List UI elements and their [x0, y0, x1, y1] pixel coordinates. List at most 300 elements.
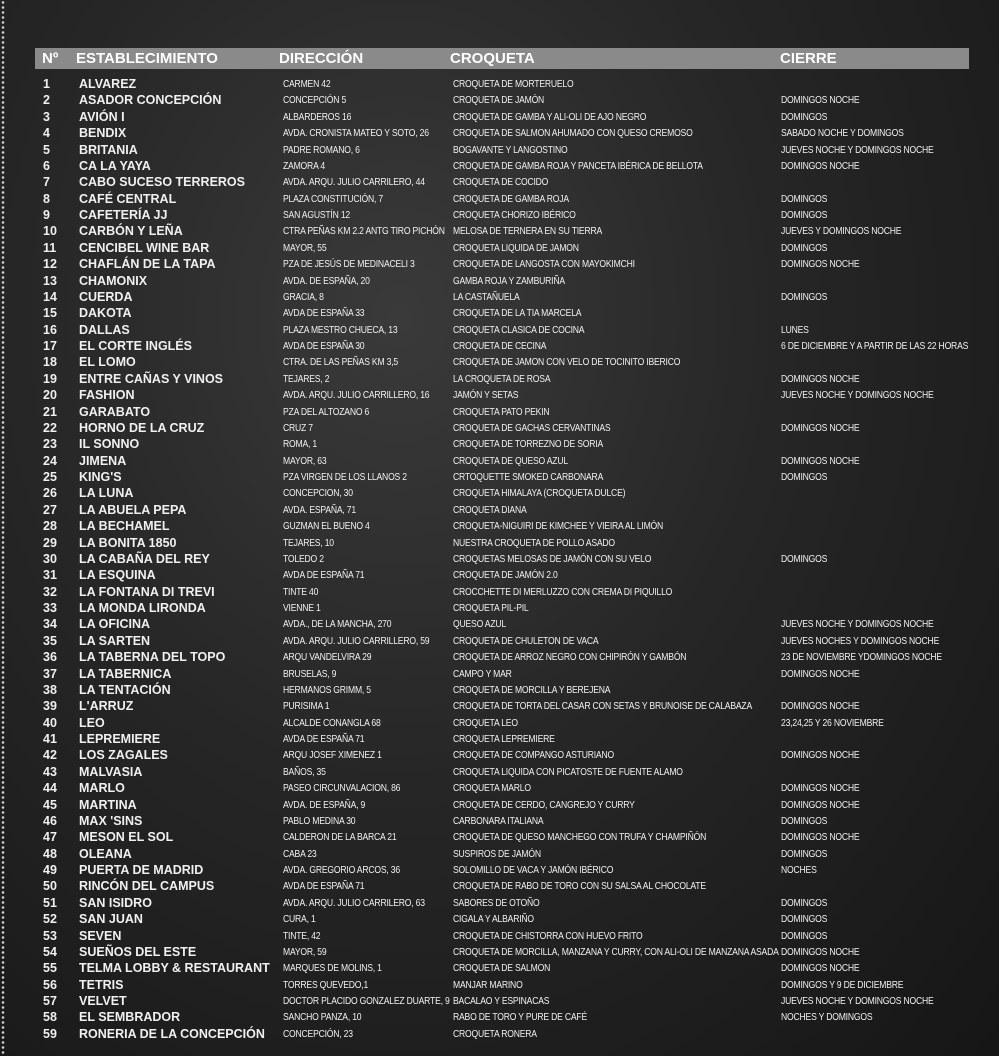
row-address: PASEO CIRCUNVALACION, 86 — [283, 782, 401, 795]
row-number: 36 — [43, 650, 57, 665]
row-establishment: LA MONDA LIRONDA — [79, 601, 206, 615]
row-number: 27 — [43, 502, 57, 517]
row-closing: DOMINGOS NOCHE — [781, 945, 860, 958]
row-croquette: CROQUETA DE SALMON — [453, 962, 551, 975]
row-establishment: TELMA LOBBY & RESTAURANT — [79, 961, 270, 976]
row-number: 42 — [43, 748, 57, 763]
row-address: PURISIMA 1 — [283, 700, 330, 713]
row-number: 26 — [43, 486, 57, 501]
table-row — [0, 436, 999, 452]
table-body — [0, 76, 999, 1042]
row-closing: DOMINGOS — [781, 192, 828, 205]
table-row — [0, 895, 999, 911]
row-establishment: ENTRE CAÑAS Y VINOS — [79, 371, 224, 386]
row-number: 59 — [43, 1026, 57, 1041]
row-establishment: EL CORTE INGLÉS — [79, 339, 192, 353]
row-closing: LUNES — [781, 323, 809, 336]
row-number: 41 — [43, 732, 57, 746]
row-croquette: CROQUETA DE JAMÓN 2.0 — [453, 569, 558, 582]
row-address: CURA, 1 — [283, 913, 316, 926]
table-row — [0, 109, 999, 125]
row-croquette: CROQUETAS MELOSAS DE JAMÓN CON SU VELO — [453, 552, 652, 565]
row-closing: DOMINGOS — [781, 552, 828, 565]
row-number: 44 — [43, 781, 57, 796]
table-row — [0, 862, 999, 878]
row-number: 11 — [43, 240, 57, 255]
row-closing: SABADO NOCHE Y DOMINGOS — [781, 127, 904, 140]
row-croquette: CROQUETA DE QUESO MANCHEGO CON TRUFA Y CHAMPIÑÓN — [453, 831, 707, 844]
table-row — [0, 993, 999, 1009]
row-croquette: CROQUETA DE LA TIA MARCELA — [453, 307, 582, 320]
row-croquette: MELOSA DE TERNERA EN SU TIERRA — [453, 225, 603, 238]
row-number: 12 — [43, 257, 57, 272]
row-closing: DOMINGOS — [781, 929, 828, 942]
row-establishment: CARBÓN Y LEÑA — [79, 224, 183, 239]
row-croquette: CROQUETA DE MORCILLA Y BEREJENA — [453, 683, 611, 696]
row-closing: JUEVES Y DOMINGOS NOCHE — [781, 225, 902, 238]
table-row — [0, 387, 999, 403]
row-croquette: CROQUETA LEO — [453, 716, 518, 729]
row-number: 1 — [43, 77, 50, 91]
row-establishment: LEO — [79, 715, 105, 730]
row-closing: DOMINGOS — [781, 896, 828, 909]
row-closing: JUEVES NOCHE Y DOMINGOS NOCHE — [781, 995, 934, 1007]
row-address: CABA 23 — [283, 847, 317, 860]
row-establishment: IL SONNO — [79, 437, 140, 452]
row-establishment: FASHION — [79, 388, 135, 403]
row-address: PZA VIRGEN DE LOS LLANOS 2 — [283, 471, 407, 483]
row-croquette: RABO DE TORO Y PURE DE CAFÉ — [453, 1011, 588, 1024]
row-number: 52 — [43, 912, 57, 927]
row-address: AVDA. DE ESPAÑA, 9 — [283, 798, 366, 811]
table-row — [0, 142, 999, 158]
row-number: 57 — [43, 994, 57, 1008]
row-address: TINTE, 42 — [283, 929, 321, 942]
row-address: CARMEN 42 — [283, 78, 331, 90]
row-croquette: CROQUETA CLASICA DE COCINA — [453, 323, 585, 336]
row-address: ZAMORA 4 — [283, 159, 325, 172]
row-address: TORRES QUEVEDO,1 — [283, 978, 369, 991]
row-closing: DOMINGOS NOCHE — [781, 454, 860, 467]
row-address: TEJARES, 2 — [283, 372, 330, 385]
row-address: BRUSELAS, 9 — [283, 667, 337, 680]
row-number: 55 — [43, 961, 57, 976]
table-row — [0, 1026, 999, 1042]
table-row — [0, 223, 999, 239]
row-establishment: SAN JUAN — [79, 912, 143, 927]
table-row — [0, 977, 999, 993]
row-closing: DOMINGOS — [781, 209, 828, 221]
row-croquette: CROQUETA DE SALMON AHUMADO CON QUESO CREMOSO — [453, 127, 693, 140]
row-number: 10 — [43, 224, 57, 239]
row-address: PZA DE JESÚS DE MEDINACELI 3 — [283, 258, 415, 271]
table-row — [0, 551, 999, 567]
row-number: 7 — [43, 175, 50, 190]
row-croquette: CROQUETA DE GAMBA ROJA Y PANCETA IBÉRICA DE BELLOTA — [453, 159, 703, 172]
row-establishment: AVIÓN I — [79, 109, 125, 124]
row-number: 51 — [43, 895, 57, 910]
row-closing: DOMINGOS NOCHE — [781, 700, 860, 713]
row-closing: DOMINGOS NOCHE — [781, 159, 860, 172]
row-croquette: CROQUETA DE CECINA — [453, 340, 547, 352]
row-address: TOLEDO 2 — [283, 552, 324, 565]
row-address: MAYOR, 59 — [283, 945, 327, 958]
row-address: DOCTOR PLACIDO GONZALEZ DUARTE, 9 — [283, 995, 450, 1007]
row-address: AVDA. ESPAÑA, 71 — [283, 503, 356, 516]
row-address: TEJARES, 10 — [283, 536, 334, 549]
row-closing: DOMINGOS NOCHE — [781, 749, 860, 762]
row-address: PZA DEL ALTOZANO 6 — [283, 405, 370, 418]
row-number: 5 — [43, 142, 50, 157]
row-address: CRUZ 7 — [283, 421, 313, 434]
row-croquette: CROQUETA DIANA — [453, 503, 527, 516]
table-row — [0, 76, 999, 92]
table-row — [0, 273, 999, 289]
table-row — [0, 666, 999, 682]
table-row — [0, 338, 999, 354]
row-number: 15 — [43, 306, 57, 321]
row-number: 22 — [43, 420, 57, 435]
row-number: 9 — [43, 208, 50, 222]
row-establishment: LA TABERNA DEL TOPO — [79, 650, 226, 665]
table-row — [0, 502, 999, 518]
row-number: 3 — [43, 109, 50, 124]
row-closing: DOMINGOS NOCHE — [781, 798, 860, 811]
row-address: PADRE ROMANO, 6 — [283, 143, 360, 156]
row-establishment: MARLO — [79, 781, 125, 796]
row-address: AVDA., DE LA MANCHA, 270 — [283, 618, 392, 631]
row-croquette: CROQUETA DE QUESO AZUL — [453, 454, 568, 467]
row-establishment: PUERTA DE MADRID — [79, 863, 204, 877]
row-address: CONCEPCIÓN, 23 — [283, 1027, 353, 1040]
row-establishment: LA ESQUINA — [79, 568, 156, 583]
row-croquette: CROQUETA DE RABO DE TORO CON SU SALSA AL CHOCOLATE — [453, 880, 706, 893]
row-address: ROMA, 1 — [283, 438, 317, 451]
row-croquette: CROQUETA PATO PEKIN — [453, 405, 550, 418]
row-croquette: CROQUETA DE COCIDO — [453, 176, 549, 189]
row-number: 46 — [43, 813, 57, 828]
row-number: 34 — [43, 617, 57, 632]
row-croquette: LA CASTAÑUELA — [453, 290, 520, 303]
row-establishment: SEVEN — [79, 928, 122, 943]
row-closing: DOMINGOS — [781, 241, 828, 254]
row-number: 39 — [43, 699, 57, 714]
row-address: AVDA DE ESPAÑA 33 — [283, 307, 365, 320]
table-row — [0, 92, 999, 108]
row-address: GRACIA, 8 — [283, 290, 324, 303]
row-address: CTRA PEÑAS KM 2.2 ANTG TIRO PICHÓN — [283, 225, 445, 238]
row-closing: DOMINGOS — [781, 913, 828, 926]
row-number: 23 — [43, 437, 57, 452]
row-number: 49 — [43, 863, 57, 877]
table-row — [0, 600, 999, 616]
row-croquette: CROQUETA DE GAMBA Y ALI-OLI DE AJO NEGRO — [453, 110, 647, 123]
row-number: 2 — [43, 93, 50, 108]
header-address: DIRECCIÓN — [279, 50, 364, 67]
row-closing: NOCHES Y DOMINGOS — [781, 1011, 873, 1024]
row-establishment: CAFÉ CENTRAL — [79, 191, 177, 206]
table-row — [0, 535, 999, 551]
row-establishment: ALVAREZ — [79, 77, 137, 91]
row-croquette: CROQUETA HIMALAYA (CROQUETA DULCE) — [453, 487, 626, 500]
table-row — [0, 371, 999, 387]
table-row — [0, 404, 999, 420]
row-number: 29 — [43, 535, 57, 550]
table-row — [0, 485, 999, 501]
row-number: 35 — [43, 633, 57, 648]
row-number: 58 — [43, 1010, 57, 1025]
row-number: 24 — [43, 453, 57, 468]
row-address: BAÑOS, 35 — [283, 765, 326, 778]
row-closing: DOMINGOS NOCHE — [781, 962, 860, 975]
row-croquette: CROQUETA RONERA — [453, 1027, 537, 1040]
row-croquette: BACALAO Y ESPINACAS — [453, 995, 550, 1007]
row-closing: JUEVES NOCHES Y DOMINGOS NOCHE — [781, 634, 940, 647]
row-establishment: RINCÓN DEL CAMPUS — [79, 879, 215, 894]
row-croquette: SOLOMILLO DE VACA Y JAMÓN IBÉRICO — [453, 864, 614, 876]
table-row — [0, 158, 999, 174]
row-establishment: VELVET — [79, 994, 127, 1008]
row-number: 54 — [43, 944, 57, 959]
table-row — [0, 780, 999, 796]
row-address: PLAZA CONSTITUCIÓN, 7 — [283, 192, 384, 205]
row-establishment: CUERDA — [79, 289, 133, 304]
table-row — [0, 911, 999, 927]
row-closing: DOMINGOS Y 9 DE DICIEMBRE — [781, 978, 904, 991]
row-number: 30 — [43, 551, 57, 566]
row-address: HERMANOS GRIMM, 5 — [283, 683, 371, 696]
row-address: SAN AGUSTÍN 12 — [283, 209, 350, 221]
row-croquette: CROQUETA DE TORTA DEL CASAR CON SETAS Y BRUNOISE DE CALABAZA — [453, 700, 753, 713]
row-address: CONCEPCION, 30 — [283, 487, 353, 500]
table-row — [0, 354, 999, 370]
row-number: 8 — [43, 191, 50, 206]
row-croquette: CROQUETA LIQUIDA CON PICATOSTE DE FUENTE ALAMO — [453, 765, 683, 778]
row-croquette: GAMBA ROJA Y ZAMBURIÑA — [453, 274, 565, 287]
row-address: AVDA. ARQU. JULIO CARRILLERO, 59 — [283, 634, 430, 647]
row-establishment: ASADOR CONCEPCIÓN — [79, 93, 222, 108]
row-address: SANCHO PANZA, 10 — [283, 1011, 362, 1024]
row-number: 25 — [43, 470, 57, 484]
row-closing: DOMINGOS — [781, 290, 828, 303]
table-row — [0, 191, 999, 207]
row-croquette: CROQUETA DE COMPANGO ASTURIANO — [453, 749, 614, 762]
row-number: 4 — [43, 126, 50, 141]
table-row — [0, 174, 999, 190]
table-row — [0, 633, 999, 649]
row-number: 28 — [43, 519, 57, 534]
table-row — [0, 878, 999, 894]
row-address: PLAZA MESTRO CHUECA, 13 — [283, 323, 398, 336]
row-establishment: LA CABAÑA DEL REY — [79, 551, 210, 566]
row-closing: 23,24,25 Y 26 NOVIEMBRE — [781, 716, 884, 729]
row-closing: DOMINGOS NOCHE — [781, 831, 860, 844]
row-croquette: CROQUETA DE CHISTORRA CON HUEVO FRITO — [453, 929, 643, 942]
row-number: 56 — [43, 977, 57, 992]
row-establishment: DALLAS — [79, 322, 130, 337]
row-address: ALBARDEROS 16 — [283, 110, 352, 123]
row-establishment: SUEÑOS DEL ESTE — [79, 944, 197, 959]
row-croquette: CIGALA Y ALBARIÑO — [453, 913, 534, 926]
row-croquette: CROQUETA DE MORTERUELO — [453, 78, 574, 90]
row-address: AVDA. DE ESPAÑA, 20 — [283, 274, 370, 287]
row-address: MAYOR, 63 — [283, 454, 327, 467]
row-establishment: CABO SUCESO TERREROS — [79, 175, 245, 190]
row-croquette: CROQUETA DE JAMON CON VELO DE TOCINITO IBERICO — [453, 356, 681, 369]
row-croquette: SUSPIROS DE JAMÓN — [453, 847, 541, 860]
row-establishment: MALVASIA — [79, 764, 143, 779]
row-address: VIENNE 1 — [283, 602, 321, 614]
header-closing: CIERRE — [780, 50, 837, 67]
table-row — [0, 960, 999, 976]
table-row — [0, 289, 999, 305]
row-croquette: CAMPO Y MAR — [453, 667, 512, 680]
table-row — [0, 928, 999, 944]
row-establishment: CHAFLÁN DE LA TAPA — [79, 257, 216, 272]
row-establishment: BENDIX — [79, 126, 127, 141]
row-establishment: LA SARTEN — [79, 633, 151, 648]
row-establishment: MARTINA — [79, 797, 137, 812]
row-number: 45 — [43, 797, 57, 812]
row-closing: DOMINGOS NOCHE — [781, 258, 860, 271]
table-row — [0, 453, 999, 469]
row-croquette: CROQUETA DE LANGOSTA CON MAYOKIMCHI — [453, 258, 635, 271]
table-row — [0, 797, 999, 813]
table-row — [0, 125, 999, 141]
row-closing: DOMINGOS NOCHE — [781, 782, 860, 795]
table-header — [35, 48, 969, 69]
row-establishment: LA BECHAMEL — [79, 519, 170, 534]
row-establishment: LA TABERNICA — [79, 666, 172, 681]
table-row — [0, 747, 999, 763]
row-establishment: OLEANA — [79, 846, 132, 861]
row-closing: NOCHES — [781, 864, 817, 876]
row-closing: DOMINGOS — [781, 814, 828, 827]
row-closing: DOMINGOS — [781, 471, 828, 483]
table-row — [0, 584, 999, 600]
row-address: ALCALDE CONANGLA 68 — [283, 716, 381, 729]
row-establishment: TETRIS — [79, 977, 124, 992]
row-establishment: LA FONTANA DI TREVI — [79, 584, 215, 599]
row-number: 43 — [43, 764, 57, 779]
row-closing: 6 DE DICIEMBRE Y A PARTIR DE LAS 22 HORAS — [781, 340, 969, 352]
row-number: 32 — [43, 584, 57, 599]
row-establishment: GARABATO — [79, 404, 151, 419]
row-establishment: EL SEMBRADOR — [79, 1010, 181, 1025]
row-croquette: CARBONARA ITALIANA — [453, 814, 544, 827]
row-address: CALDERON DE LA BARCA 21 — [283, 831, 397, 844]
row-closing: DOMINGOS NOCHE — [781, 94, 860, 107]
table-row — [0, 846, 999, 862]
row-establishment: DAKOTA — [79, 306, 132, 321]
table-row — [0, 518, 999, 534]
row-closing: DOMINGOS NOCHE — [781, 421, 860, 434]
row-establishment: BRITANIA — [79, 142, 138, 157]
row-establishment: LA ABUELA PEPA — [79, 502, 187, 517]
header-number: Nº — [42, 50, 59, 67]
row-number: 53 — [43, 928, 57, 943]
row-address: MARQUES DE MOLINS, 1 — [283, 962, 382, 975]
row-croquette: BOGAVANTE Y LANGOSTINO — [453, 143, 568, 156]
table-row — [0, 829, 999, 845]
row-address: CONCEPCIÓN 5 — [283, 94, 347, 107]
row-establishment: CA LA YAYA — [79, 158, 151, 173]
row-establishment: LA TENTACIÓN — [79, 682, 171, 697]
row-croquette: CRTOQUETTE SMOKED CARBONARA — [453, 471, 604, 483]
row-establishment: CAFETERÍA JJ — [79, 208, 168, 222]
table-row — [0, 305, 999, 321]
row-croquette: CROQUETA LEPREMIERE — [453, 733, 555, 745]
table-row — [0, 649, 999, 665]
row-croquette: QUESO AZUL — [453, 618, 506, 631]
table-row — [0, 256, 999, 272]
row-address: GUZMAN EL BUENO 4 — [283, 520, 370, 533]
row-number: 40 — [43, 715, 57, 730]
table-row — [0, 1009, 999, 1025]
row-croquette: CROQUETA LIQUIDA DE JAMON — [453, 241, 579, 254]
row-closing: JUEVES NOCHE Y DOMINGOS NOCHE — [781, 143, 934, 156]
table-row — [0, 616, 999, 632]
row-address: PABLO MEDINA 30 — [283, 814, 356, 827]
table-row — [0, 207, 999, 223]
row-number: 18 — [43, 355, 57, 370]
row-croquette: MANJAR MARINO — [453, 978, 523, 991]
row-croquette: CROQUETA-NIGUIRI DE KIMCHEE Y VIEIRA AL LIMÓN — [453, 520, 664, 533]
row-croquette: CROCCHETTE DI MERLUZZO CON CREMA DI PIQUILLO — [453, 585, 673, 598]
row-closing: DOMINGOS NOCHE — [781, 667, 860, 680]
row-closing: 23 DE NOVIEMBRE YDOMINGOS NOCHE — [781, 651, 942, 664]
row-establishment: MAX 'SINS — [79, 813, 143, 828]
row-address: CTRA. DE LAS PEÑAS KM 3,5 — [283, 356, 398, 369]
row-number: 16 — [43, 322, 57, 337]
row-address: AVDA. GREGORIO ARCOS, 36 — [283, 864, 400, 876]
row-number: 47 — [43, 830, 57, 845]
row-establishment: RONERIA DE LA CONCEPCIÓN — [79, 1026, 265, 1041]
row-closing: DOMINGOS — [781, 110, 828, 123]
row-number: 14 — [43, 289, 57, 304]
row-croquette: JAMÓN Y SETAS — [453, 389, 519, 402]
table-row — [0, 731, 999, 747]
row-establishment: MESON EL SOL — [79, 830, 174, 845]
row-croquette: CROQUETA PIL-PIL — [453, 602, 529, 614]
row-number: 20 — [43, 388, 57, 403]
row-number: 21 — [43, 404, 57, 419]
row-address: AVDA. ARQU. JULIO CARRILLERO, 16 — [283, 389, 430, 402]
row-closing: DOMINGOS — [781, 847, 828, 860]
table-row — [0, 240, 999, 256]
header-establishment: ESTABLECIMIENTO — [76, 50, 218, 67]
row-establishment: LA OFICINA — [79, 617, 151, 632]
table-row — [0, 698, 999, 714]
table-row — [0, 944, 999, 960]
row-number: 13 — [43, 273, 57, 288]
row-croquette: CROQUETA DE CERDO, CANGREJO Y CURRY — [453, 798, 635, 811]
row-establishment: LA BONITA 1850 — [79, 535, 177, 550]
table-row — [0, 420, 999, 436]
row-establishment: CHAMONIX — [79, 273, 148, 288]
row-address: AVDA. CRONISTA MATEO Y SOTO, 26 — [283, 127, 429, 140]
row-establishment: LEPREMIERE — [79, 732, 161, 746]
row-number: 17 — [43, 339, 57, 353]
table-row — [0, 682, 999, 698]
row-address: ARQU JOSEF XIMENEZ 1 — [283, 749, 382, 762]
row-croquette: CROQUETA DE GACHAS CERVANTINAS — [453, 421, 611, 434]
row-number: 33 — [43, 601, 57, 615]
row-croquette: CROQUETA DE TORREZNO DE SORIA — [453, 438, 604, 451]
table-row — [0, 469, 999, 485]
table-row — [0, 567, 999, 583]
row-address: AVDA. ARQU. JULIO CARRILERO, 44 — [283, 176, 425, 189]
